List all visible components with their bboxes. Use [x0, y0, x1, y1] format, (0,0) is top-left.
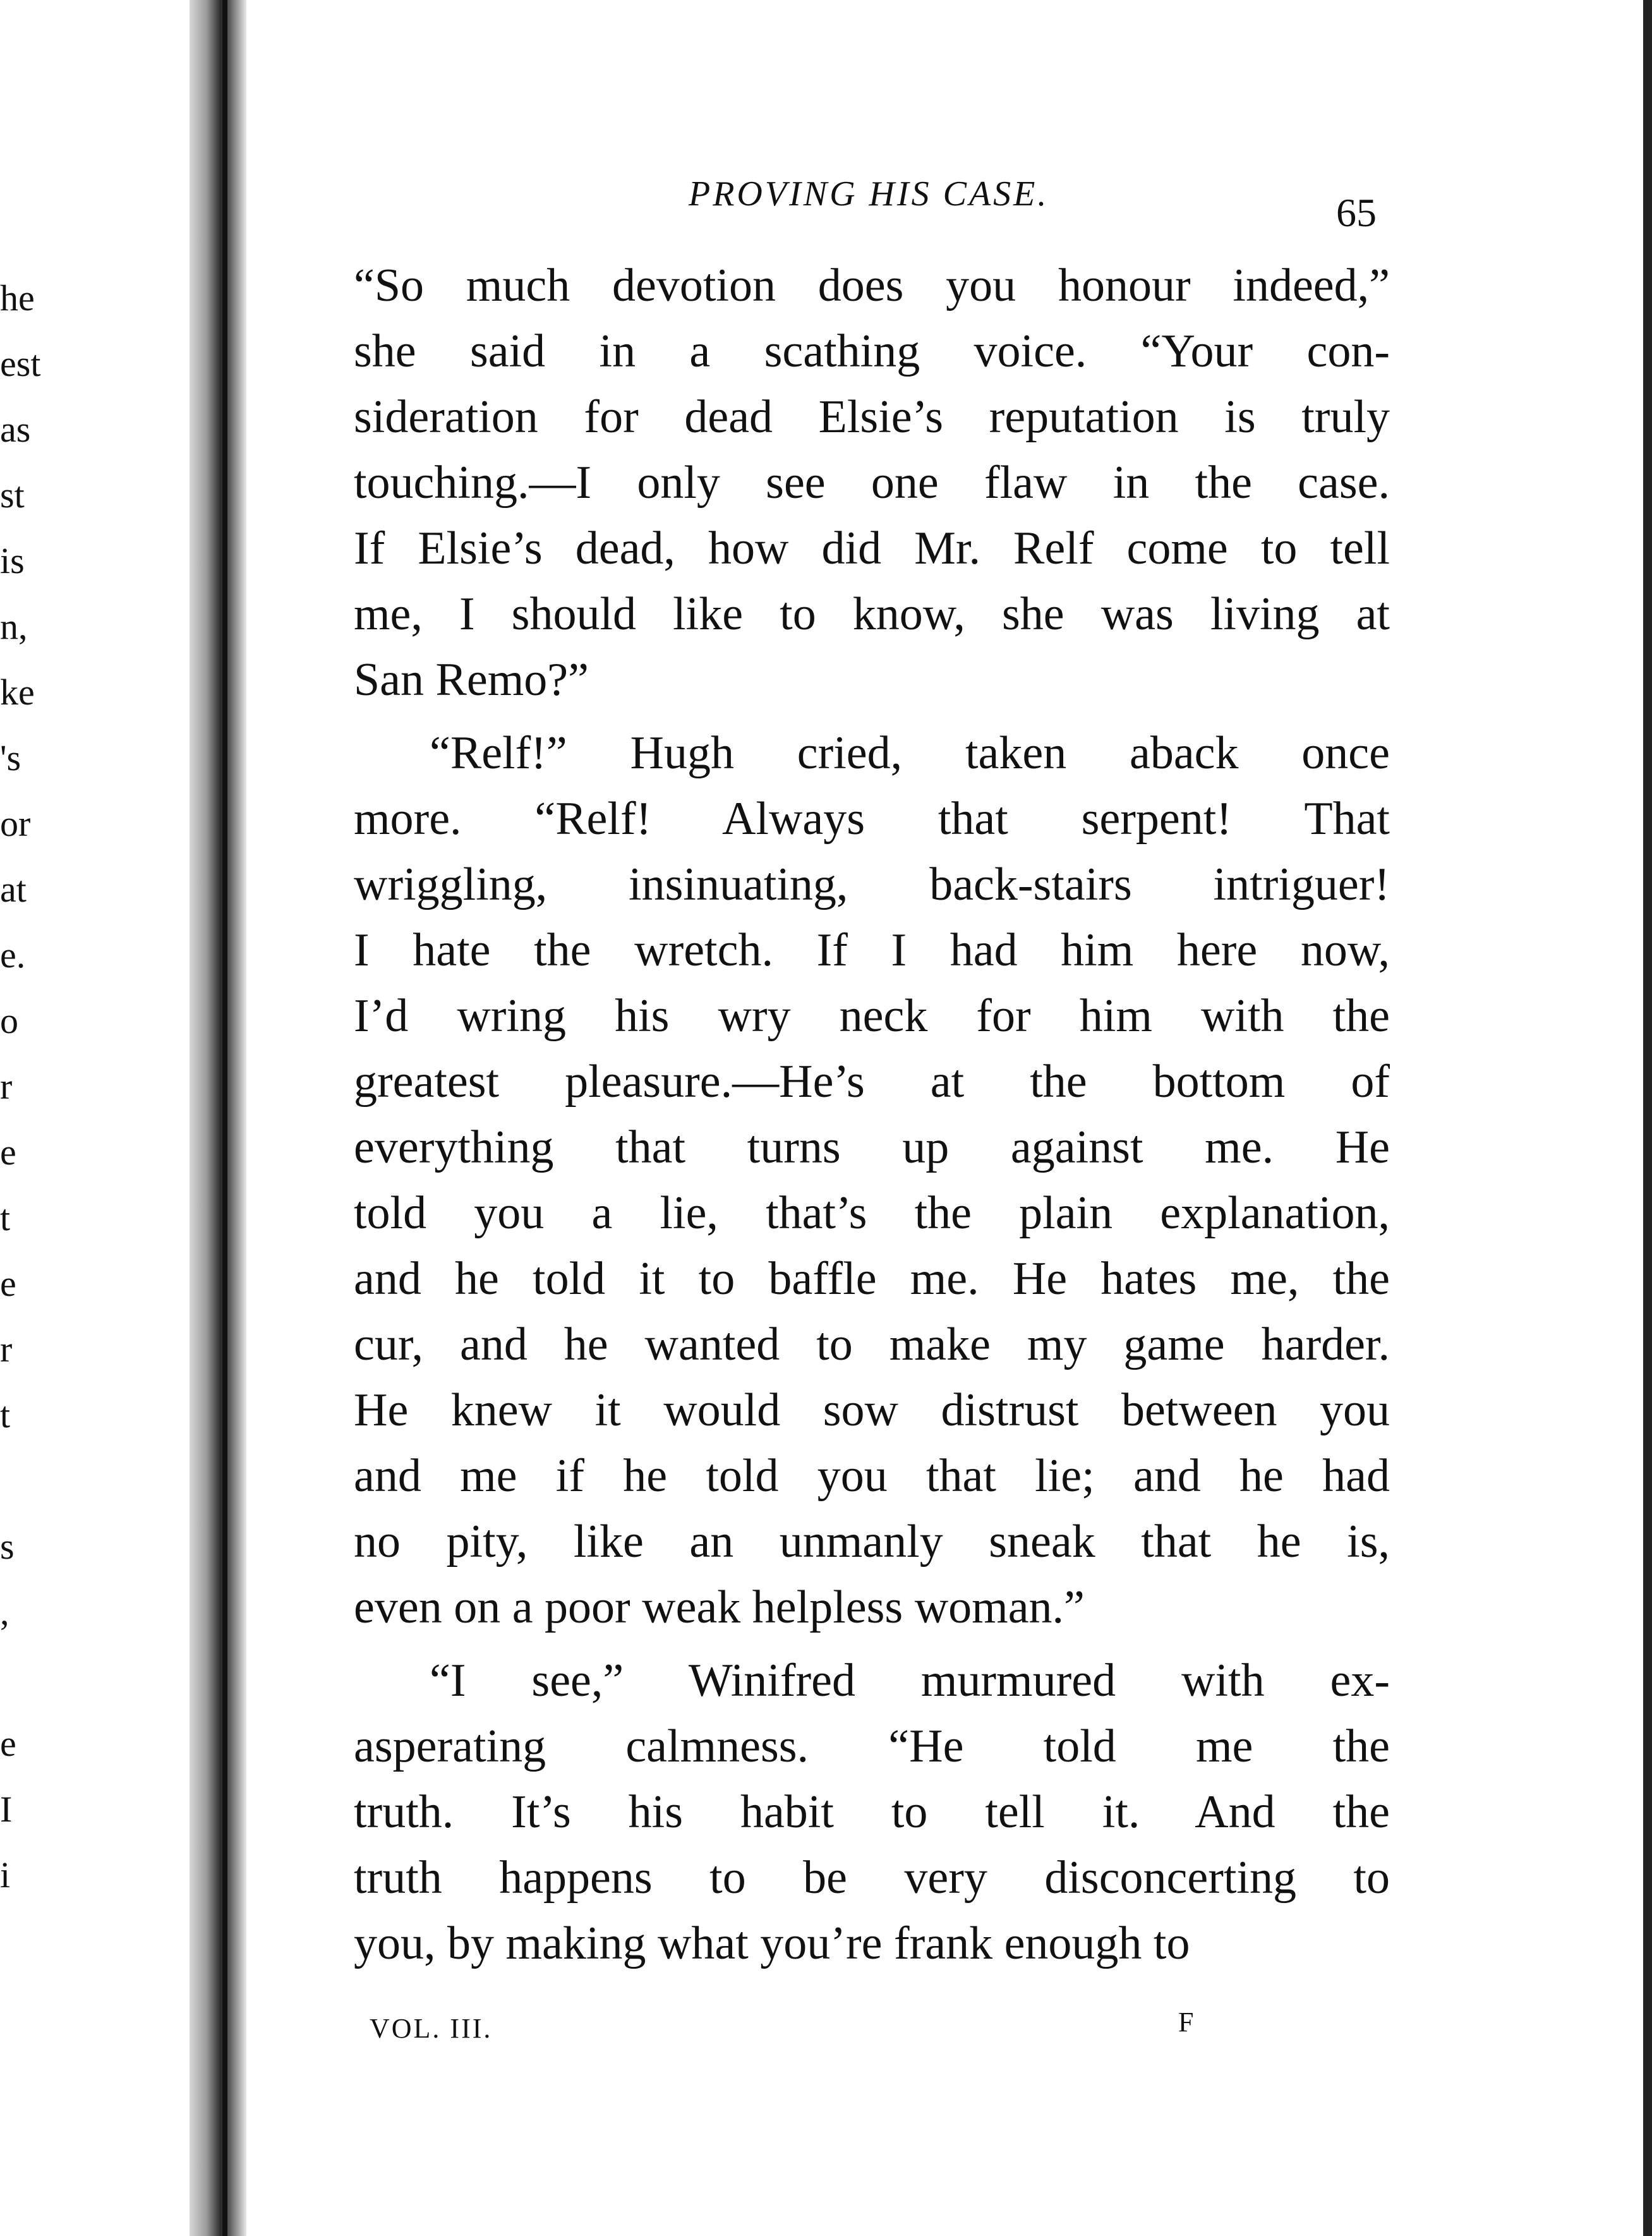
text-line: wriggling, insinuating, back-stairs intriguer!: [354, 859, 1390, 910]
paragraph-gap: [354, 1640, 1390, 1648]
left-fragment: [0, 1645, 57, 1711]
left-fragment: ke: [0, 672, 35, 713]
left-fragment: as: [0, 409, 31, 450]
left-fragment: i: [0, 1854, 11, 1895]
text-line: and he told it to baffle me. He hates me, the: [354, 1253, 1390, 1305]
paragraph: [354, 1648, 1390, 1976]
left-fragment: e: [0, 1723, 16, 1764]
left-fragment: n,: [0, 606, 28, 647]
text-line: I’d wring his wry neck for him with the: [354, 990, 1390, 1042]
right-page-edge: [1643, 0, 1652, 2236]
paragraph-gap: [354, 713, 1390, 720]
left-fragment: is: [0, 540, 25, 581]
text-line: cur, and he wanted to make my game harder.: [354, 1319, 1390, 1370]
paragraph: [354, 253, 1390, 713]
text-line: truth. It’s his habit to tell it. And the: [354, 1786, 1390, 1838]
text-line: touching.—I only see one flaw in the case.: [354, 457, 1390, 509]
left-fragment: or: [0, 803, 31, 844]
left-fragment: st: [0, 474, 25, 516]
text-line: sideration for dead Elsie’s reputation is truly: [354, 391, 1390, 443]
gutter-shadow: [222, 0, 227, 2236]
left-fragment: e.: [0, 934, 26, 976]
left-fragment: he: [0, 277, 35, 318]
left-fragment: r: [0, 1066, 13, 1107]
left-fragment: s: [0, 1526, 15, 1567]
left-fragment: I: [0, 1789, 13, 1830]
left-fragment: e: [0, 1263, 16, 1304]
left-fragment: e: [0, 1132, 16, 1173]
left-fragment: ,: [0, 1592, 9, 1633]
page-number: 65: [1336, 190, 1377, 235]
left-fragment: r: [0, 1329, 13, 1370]
text-line: I hate the wretch. If I had him here now,: [354, 924, 1390, 976]
left-page-fragments: [0, 265, 57, 1908]
text-line: San Remo?”: [354, 654, 589, 706]
left-fragment: [0, 1448, 57, 1514]
text-line: “So much devotion does you honour indeed,”: [354, 260, 1390, 311]
text-line: greatest pleasure.—He’s at the bottom of: [354, 1056, 1390, 1108]
text-line: more. “Relf! Always that serpent! That: [354, 793, 1390, 845]
text-line: everything that turns up against me. He: [354, 1121, 1390, 1173]
text-line: If Elsie’s dead, how did Mr. Relf come to tell: [354, 523, 1390, 574]
left-fragment: at: [0, 869, 27, 910]
text-line: asperating calmness. “He told me the: [354, 1720, 1390, 1772]
book-gutter: [190, 0, 246, 2236]
text-line: me, I should like to know, she was living at: [354, 588, 1390, 640]
text-line: no pity, like an unmanly sneak that he is,: [354, 1516, 1390, 1568]
text-line: and me if he told you that lie; and he had: [354, 1450, 1390, 1502]
text-line: truth happens to be very disconcerting to: [354, 1852, 1390, 1904]
left-fragment: t: [0, 1197, 11, 1238]
text-line: even on a poor weak helpless woman.”: [354, 1581, 1085, 1633]
text-line: you, by making what you’re frank enough to: [354, 1918, 1190, 1969]
text-line: “I see,” Winifred murmured with ex-: [430, 1655, 1390, 1707]
volume-signature: VOL. III.: [370, 2013, 493, 2044]
text-line: He knew it would sow distrust between you: [354, 1384, 1390, 1436]
left-fragment: o: [0, 1000, 18, 1041]
left-page: [0, 0, 190, 2236]
text-line: “Relf!” Hugh cried, taken aback once: [430, 727, 1390, 779]
text-line: she said in a scathing voice. “Your con-: [354, 325, 1390, 377]
left-fragment: 's: [0, 737, 21, 778]
text-line: told you a lie, that’s the plain explanation,: [354, 1187, 1390, 1239]
running-head: PROVING HIS CASE.: [689, 174, 1049, 214]
left-fragment: t: [0, 1394, 11, 1435]
signature-mark: F: [1178, 2007, 1194, 2038]
body-text: [354, 253, 1390, 1976]
paragraph: [354, 720, 1390, 1640]
left-fragment: est: [0, 343, 41, 384]
